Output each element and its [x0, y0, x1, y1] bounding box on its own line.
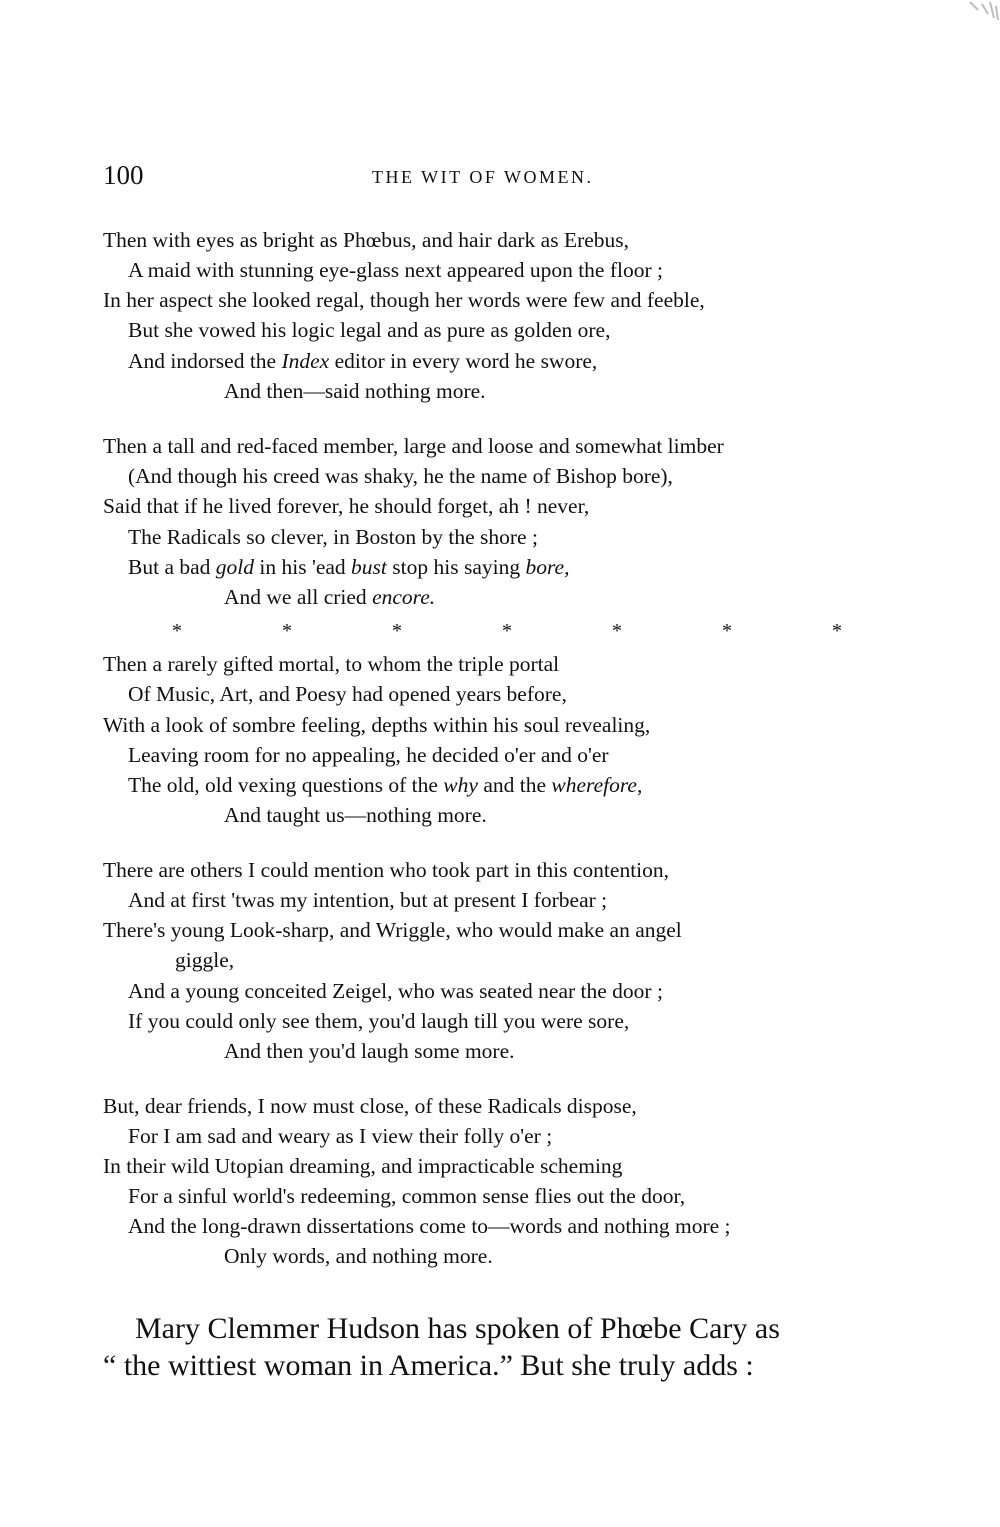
text-run: The Radicals so clever, in Boston by the shore ;: [128, 525, 538, 549]
section-separator: [160, 620, 860, 644]
text-run: giggle,: [175, 948, 235, 972]
poem-line: [103, 715, 650, 737]
poem-line: [128, 1126, 552, 1148]
separator-star: *: [612, 620, 622, 642]
text-run: But she vowed his logic legal and as pure as golden ore,: [128, 318, 611, 342]
text-run: stop his saying: [386, 555, 526, 579]
poem-line: [224, 1246, 493, 1268]
text-run: editor in every word he swore,: [329, 349, 598, 373]
text-run: in his 'ead: [254, 555, 352, 579]
page-number: 100: [103, 160, 144, 190]
text-run: Leaving room for no appealing, he decided o'er and o'er: [128, 743, 609, 767]
poem-line: [103, 436, 724, 458]
poem-line: [128, 745, 609, 767]
text-run: And we all cried: [224, 585, 373, 609]
italic-text: Index: [281, 349, 330, 373]
running-head: THE WIT OF WOMEN.: [372, 167, 594, 187]
poem-line: [224, 587, 435, 609]
poem-line: [128, 557, 569, 579]
text-run: In their wild Utopian dreaming, and impracticable scheming: [103, 1154, 623, 1178]
prose-line: Mary Clemmer Hudson has spoken of Phœbe Cary as: [135, 1312, 780, 1345]
poem-line: [103, 1096, 637, 1118]
separator-star: *: [282, 620, 292, 642]
poem-line: [224, 805, 487, 827]
text-run: And indorsed the: [128, 349, 282, 373]
text-run: Then a rarely gifted mortal, to whom the triple portal: [103, 652, 560, 676]
text-run: And taught us—nothing more.: [224, 803, 487, 827]
poem-line: [103, 1156, 622, 1178]
separator-star: *: [502, 620, 512, 642]
text-run: And a young conceited Zeigel, who was seated near the door ;: [128, 979, 663, 1003]
poem-line: [103, 920, 682, 942]
text-run: And the long-drawn dissertations come to—words and nothing more ;: [128, 1214, 731, 1238]
text-run: and the: [477, 773, 552, 797]
text-run: And then—said nothing more.: [224, 379, 486, 403]
italic-text: gold: [215, 555, 255, 579]
text-run: And at first 'twas my intention, but at present I forbear ;: [128, 888, 608, 912]
text-run: Of Music, Art, and Poesy had opened years before,: [128, 682, 567, 706]
poem-line: [128, 466, 673, 488]
poem-line: [128, 1011, 629, 1033]
poem-line: [128, 1186, 685, 1208]
italic-text: encore.: [372, 585, 436, 609]
separator-star: *: [392, 620, 402, 642]
poem-line: [128, 981, 663, 1003]
poem-line: [103, 496, 589, 518]
poem-line: [175, 950, 234, 972]
text-run: A maid with stunning eye-glass next appeared upon the floor ;: [128, 258, 663, 282]
poem-line: [224, 1041, 515, 1063]
scan-artifact: [930, 0, 1000, 40]
text-run: The old, old vexing questions of the: [128, 773, 444, 797]
text-run: Only words, and nothing more.: [224, 1244, 493, 1268]
poem-line: [128, 684, 567, 706]
text-run: With a look of sombre feeling, depths within his soul revealing,: [103, 713, 651, 737]
text-run: If you could only see them, you'd laugh till you were sore,: [128, 1009, 630, 1033]
prose-line: “ the wittiest woman in America.” But she truly adds :: [103, 1349, 754, 1382]
poem-line: [128, 890, 607, 912]
text-run: And then you'd laugh some more.: [224, 1039, 515, 1063]
italic-text: why: [443, 773, 478, 797]
poem-line: [224, 381, 486, 403]
poem-line: [103, 654, 559, 676]
poem-line: [128, 320, 610, 342]
text-run: In her aspect she looked regal, though her words were few and feeble,: [103, 288, 705, 312]
text-run: There's young Look-sharp, and Wriggle, who would make an angel: [103, 918, 682, 942]
text-run: For a sinful world's redeeming, common sense flies out the door,: [128, 1184, 686, 1208]
text-run: Said that if he lived forever, he should forget, ah ! never,: [103, 494, 590, 518]
italic-text: bore,: [525, 555, 570, 579]
poem-line: [103, 290, 705, 312]
separator-star: *: [172, 620, 182, 642]
poem-line: [128, 351, 597, 373]
poem-line: [128, 527, 538, 549]
text-run: But, dear friends, I now must close, of these Radicals dispose,: [103, 1094, 637, 1118]
text-run: For I am sad and weary as I view their folly o'er ;: [128, 1124, 553, 1148]
poem-line: [103, 860, 669, 882]
text-run: Then a tall and red-faced member, large and loose and somewhat limber: [103, 434, 724, 458]
italic-text: wherefore,: [551, 773, 643, 797]
text-run: There are others I could mention who took part in this contention,: [103, 858, 670, 882]
separator-star: *: [722, 620, 732, 642]
poem-line: [128, 260, 663, 282]
text-run: Then with eyes as bright as Phœbus, and hair dark as Erebus,: [103, 228, 630, 252]
text-run: But a bad: [128, 555, 216, 579]
poem-line: [128, 1216, 731, 1238]
separator-star: *: [832, 620, 842, 642]
italic-text: bust: [351, 555, 387, 579]
poem-line: [128, 775, 642, 797]
text-run: (And though his creed was shaky, he the name of Bishop bore),: [128, 464, 673, 488]
poem-line: [103, 230, 629, 252]
